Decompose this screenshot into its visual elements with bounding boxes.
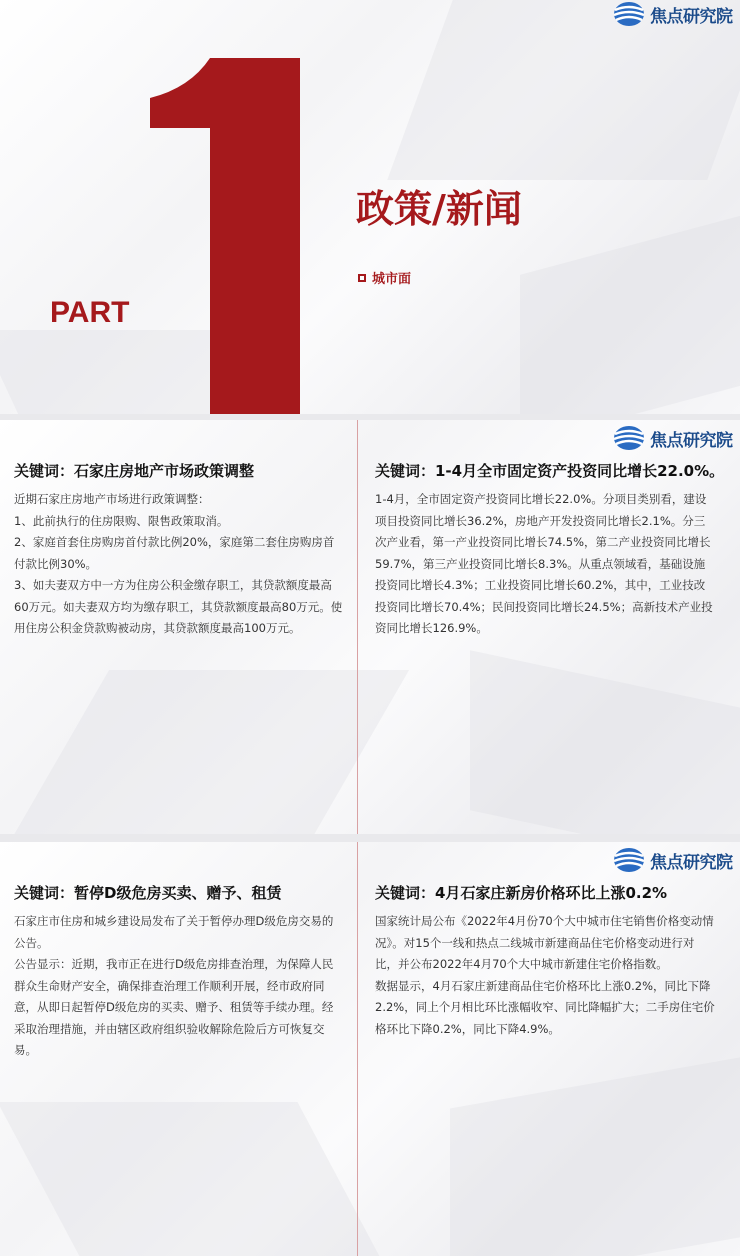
column-divider <box>357 842 358 1256</box>
logo-globe-icon <box>612 846 646 874</box>
logo-text: 焦点研究院 <box>650 852 733 873</box>
news-body <box>375 911 715 1040</box>
paragraph: 国家统计局公布《2022年4月份70个大中城市住宅销售价格变动情况》。对15个一线和热点二线城市新建商品住宅价格变动进行对比，并公布2022年4月70个大中城市新建住宅价格指数。 <box>375 914 714 971</box>
brand-logo <box>612 424 733 452</box>
paragraph: 1、此前执行的住房限购、限售政策取消。 <box>14 513 229 528</box>
brand-logo <box>612 846 733 874</box>
keyword-title: 关键词：4月石家庄新房价格环比上涨0.2% <box>375 884 668 902</box>
news-panel-left <box>14 460 344 640</box>
content-slide-3 <box>0 842 740 1256</box>
paragraph: 1-4月，全市固定资产投资同比增长22.0%。分项目类别看，建设项目投资同比增长36.2%，房地产开发投资同比增长2.1%。分三次产业看，第一产业投资同比增长74.5%，第二产业投资同比增长59.7%，第三产业投资同比增长8.3%。从重点领域看，基础设施投资同比增长4.3%；工业投资同比增长60.2%，其中，工业技改投资同比增长70.4%；民间投资同比增长24.5%；高新技术产业投资同比增长126.9%。 <box>375 492 713 635</box>
paragraph: 数据显示，4月石家庄新建商品住宅价格环比上涨0.2%，同比下降2.2%，同上个月相比环比涨幅收窄、同比降幅扩大；二手房住宅价格环比下降0.2%，同比下降4.9%。 <box>375 978 715 1036</box>
news-body <box>14 489 344 640</box>
logo-globe-icon <box>612 0 646 28</box>
checkbox-square-icon <box>358 274 366 282</box>
news-body <box>14 911 344 1062</box>
paragraph: 公告显示：近期，我市正在进行D级危房排查治理，为保障人民群众生命财产安全，确保排查治理工作顺利开展，经市政府同意，从即日起暂停D级危房的买卖、赠予、租赁等手续办理。经采取治理措施，并由辖区政府组织验收解除危险后方可恢复交易。 <box>14 957 334 1057</box>
news-body <box>375 489 715 640</box>
paragraph: 石家庄市住房和城乡建设局发布了关于暂停办理D级危房交易的公告。 <box>14 914 334 950</box>
logo-text: 焦点研究院 <box>650 6 733 27</box>
brand-logo <box>612 0 733 28</box>
paragraph: 2、家庭首套住房购房首付款比例20%，家庭第二套住房购房首付款比例30%。 <box>14 535 335 571</box>
logo-text: 焦点研究院 <box>650 430 733 451</box>
big-number-1 <box>150 58 300 414</box>
news-panel-right <box>375 460 725 640</box>
section-heading: 政策/新闻 <box>356 187 522 231</box>
logo-globe-icon <box>612 424 646 452</box>
content-slide-2 <box>0 420 740 834</box>
keyword-title: 关键词：1-4月全市固定资产投资同比增长22.0%。 <box>375 462 725 480</box>
news-panel-right <box>375 882 715 1040</box>
paragraph: 3、如夫妻双方中一方为住房公积金缴存职工，其贷款额度最高60万元。如夫妻双方均为缴存职工，其贷款额度最高80万元。使用住房公积金贷款购被动房，其贷款额度最高100万元。 <box>14 578 343 635</box>
section-subheading <box>358 268 411 287</box>
column-divider <box>357 420 358 834</box>
news-panel-left <box>14 882 344 1062</box>
paragraph: 近期石家庄房地产市场进行政策调整： <box>14 492 210 506</box>
part-label: PART <box>50 296 130 329</box>
keyword-title: 关键词：石家庄房地产市场政策调整 <box>14 462 255 480</box>
cover-slide <box>0 0 740 414</box>
subheading-text: 城市面 <box>372 272 412 287</box>
keyword-title: 关键词：暂停D级危房买卖、赠予、租赁 <box>14 884 282 902</box>
